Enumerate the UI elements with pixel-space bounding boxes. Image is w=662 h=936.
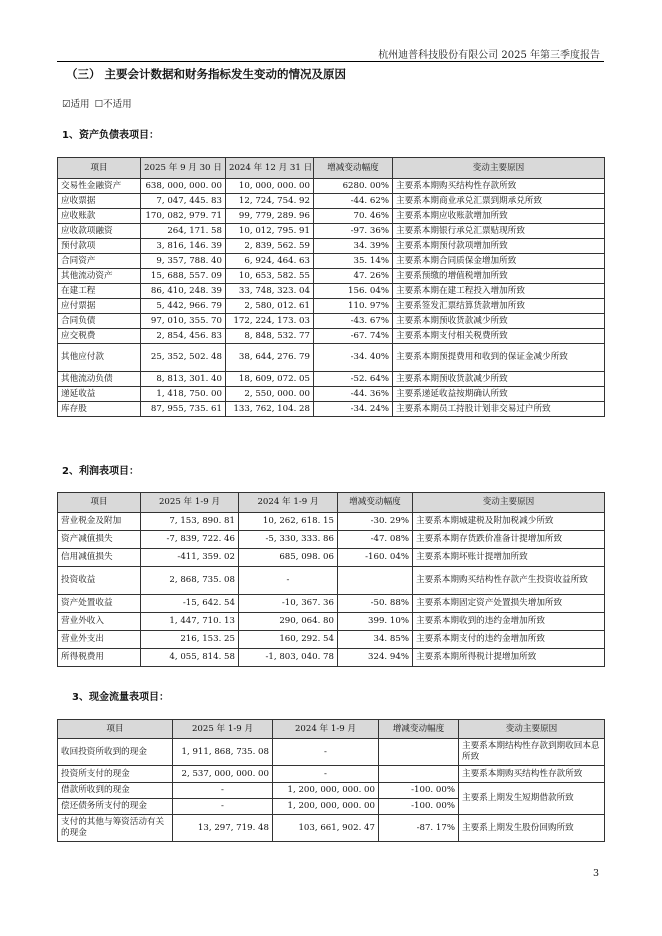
- item-cell: 交易性金融资产: [58, 179, 141, 194]
- item-cell: 递延收益: [58, 387, 141, 402]
- reason-cell: 主要系本期固定资产处置损失增加所致: [413, 595, 605, 613]
- value-cell: 12, 724, 754. 92: [226, 194, 314, 209]
- change-cell: 324. 94%: [338, 649, 413, 667]
- table-row: [58, 783, 605, 799]
- value-cell: 7, 047, 445. 83: [141, 194, 226, 209]
- column-header: 项目: [58, 493, 141, 513]
- item-cell: 资产减值损失: [58, 531, 141, 549]
- value-cell: -411, 359. 02: [141, 549, 239, 567]
- change-cell: 156. 04%: [314, 284, 393, 299]
- table-row: [58, 387, 605, 402]
- table-row: [58, 179, 605, 194]
- item-cell: 在建工程: [58, 284, 141, 299]
- reason-cell: 主要系本期支付相关税费所致: [393, 329, 605, 344]
- income-statement-table: [57, 492, 605, 667]
- change-cell: -47. 08%: [338, 531, 413, 549]
- value-cell: 1, 200, 000, 000. 00: [273, 783, 379, 799]
- change-cell: -100. 00%: [379, 783, 459, 799]
- table-row: [58, 344, 605, 372]
- item-cell: 营业税金及附加: [58, 513, 141, 531]
- reason-cell: 主要系本期所得税计提增加所致: [413, 649, 605, 667]
- table-header-row: [58, 493, 605, 513]
- table-row: [58, 649, 605, 667]
- table-row: [58, 402, 605, 417]
- value-cell: 86, 410, 248. 39: [141, 284, 226, 299]
- value-cell: 2, 550, 000. 00: [226, 387, 314, 402]
- value-cell: 99, 779, 289. 96: [226, 209, 314, 224]
- applicability-options: [62, 96, 134, 110]
- value-cell: -15, 642. 54: [141, 595, 239, 613]
- reason-cell: 主要系本期预收货款减少所致: [393, 372, 605, 387]
- value-cell: 13, 297, 719. 48: [173, 815, 273, 842]
- value-cell: -: [239, 567, 338, 595]
- reason-cell: 主要系本期在建工程投入增加所致: [393, 284, 605, 299]
- value-cell: 10, 653, 582. 55: [226, 269, 314, 284]
- column-header: 2024 年 12 月 31 日: [226, 158, 314, 179]
- change-cell: -30. 29%: [338, 513, 413, 531]
- value-cell: 25, 352, 502. 48: [141, 344, 226, 372]
- table-row: [58, 567, 605, 595]
- reason-cell: 主要系本期应收账款增加所致: [393, 209, 605, 224]
- value-cell: 638, 000, 000. 00: [141, 179, 226, 194]
- table-row: [58, 631, 605, 649]
- table-row: [58, 613, 605, 631]
- item-cell: 应收款项融资: [58, 224, 141, 239]
- value-cell: 2, 854, 456. 83: [141, 329, 226, 344]
- value-cell: 6, 924, 464. 63: [226, 254, 314, 269]
- balance-sheet-title: 1、资产负债表项目：: [62, 130, 159, 141]
- value-cell: 5, 442, 966. 79: [141, 299, 226, 314]
- change-cell: -100. 00%: [379, 799, 459, 815]
- column-header: 2025 年 1-9 月: [173, 720, 273, 739]
- value-cell: -5, 330, 333. 86: [239, 531, 338, 549]
- item-cell: 合同资产: [58, 254, 141, 269]
- item-cell: 其他流动负债: [58, 372, 141, 387]
- reason-cell: 主要系上期发生短期借款所致: [459, 783, 605, 815]
- item-cell: 应收账款: [58, 209, 141, 224]
- reason-cell: 主要系签发汇票结算货款增加所致: [393, 299, 605, 314]
- value-cell: 103, 661, 902. 47: [273, 815, 379, 842]
- value-cell: 172, 224, 173. 03: [226, 314, 314, 329]
- value-cell: -1, 803, 040. 78: [239, 649, 338, 667]
- column-header: 增减变动幅度: [314, 158, 393, 179]
- value-cell: 97, 010, 355. 70: [141, 314, 226, 329]
- change-cell: 47. 26%: [314, 269, 393, 284]
- value-cell: 8, 813, 301. 40: [141, 372, 226, 387]
- value-cell: 1, 447, 710. 13: [141, 613, 239, 631]
- reason-cell: 主要系本期支付的违约金增加所致: [413, 631, 605, 649]
- change-cell: -34. 24%: [314, 402, 393, 417]
- change-cell: -160. 04%: [338, 549, 413, 567]
- reason-cell: 主要系本期购买结构性存款产生投资收益所致: [413, 567, 605, 595]
- value-cell: 7, 153, 890. 81: [141, 513, 239, 531]
- page-number: 3: [593, 868, 600, 879]
- value-cell: 33, 748, 323. 04: [226, 284, 314, 299]
- change-cell: [379, 766, 459, 783]
- column-header: 增减变动幅度: [338, 493, 413, 513]
- cash-flow-title: 3、现金流量表项目：: [72, 692, 169, 703]
- not-applicable-checkbox: ☐不适用: [94, 99, 132, 110]
- reason-cell: 主要系本期坏账计提增加所致: [413, 549, 605, 567]
- value-cell: 2, 580, 012. 61: [226, 299, 314, 314]
- table-row: [58, 239, 605, 254]
- value-cell: 18, 609, 072. 05: [226, 372, 314, 387]
- reason-cell: 主要系本期结构性存款到期收回本息所致: [459, 739, 605, 766]
- item-cell: 应收票据: [58, 194, 141, 209]
- column-header: 变动主要原因: [413, 493, 605, 513]
- value-cell: 1, 200, 000, 000. 00: [273, 799, 379, 815]
- item-cell: 收回投资所收到的现金: [58, 739, 173, 766]
- change-cell: -43. 67%: [314, 314, 393, 329]
- value-cell: 10, 000, 000. 00: [226, 179, 314, 194]
- table-row: [58, 372, 605, 387]
- value-cell: 9, 357, 788. 40: [141, 254, 226, 269]
- table-header-row: [58, 158, 605, 179]
- table-row: [58, 209, 605, 224]
- applicable-checkbox: ☑适用: [62, 99, 90, 110]
- item-cell: 应付票据: [58, 299, 141, 314]
- income-statement-title: 2、利润表项目：: [62, 466, 139, 477]
- value-cell: 216, 153. 25: [141, 631, 239, 649]
- item-cell: 支付的其他与筹资活动有关的现金: [58, 815, 173, 842]
- item-cell: 应交税费: [58, 329, 141, 344]
- table-row: [58, 269, 605, 284]
- column-header: 2025 年 9 月 30 日: [141, 158, 226, 179]
- table-row: [58, 531, 605, 549]
- change-cell: -67. 74%: [314, 329, 393, 344]
- cash-flow-table: [57, 719, 605, 842]
- reason-cell: 主要系本期银行承兑汇票贴现所致: [393, 224, 605, 239]
- change-cell: [379, 739, 459, 766]
- item-cell: 所得税费用: [58, 649, 141, 667]
- change-cell: 35. 14%: [314, 254, 393, 269]
- reason-cell: 主要系递延收益按期确认所致: [393, 387, 605, 402]
- reason-cell: 主要系本期商业承兑汇票到期承兑所致: [393, 194, 605, 209]
- reason-cell: 主要系本期员工持股计划非交易过户所致: [393, 402, 605, 417]
- reason-cell: 主要系本期预付款项增加所致: [393, 239, 605, 254]
- item-cell: 库存股: [58, 402, 141, 417]
- table-row: [58, 766, 605, 783]
- table-row: [58, 513, 605, 531]
- value-cell: -: [273, 739, 379, 766]
- change-cell: 34. 39%: [314, 239, 393, 254]
- reason-cell: 主要系本期存货跌价准备计提增加所致: [413, 531, 605, 549]
- item-cell: 资产处置收益: [58, 595, 141, 613]
- column-header: 项目: [58, 720, 173, 739]
- table-row: [58, 549, 605, 567]
- column-header: 2024 年 1-9 月: [239, 493, 338, 513]
- column-header: 变动主要原因: [459, 720, 605, 739]
- value-cell: 2, 537, 000, 000. 00: [173, 766, 273, 783]
- value-cell: 685, 098. 06: [239, 549, 338, 567]
- reason-cell: 主要系本期预提费用和收到的保证金减少所致: [393, 344, 605, 372]
- table-row: [58, 299, 605, 314]
- reason-cell: 主要系上期发生股份回购所致: [459, 815, 605, 842]
- change-cell: -97. 36%: [314, 224, 393, 239]
- value-cell: 264, 171. 58: [141, 224, 226, 239]
- column-header: 项目: [58, 158, 141, 179]
- value-cell: 290, 064. 80: [239, 613, 338, 631]
- section-title: （三） 主要会计数据和财务指标发生变动的情况及原因: [66, 67, 347, 81]
- item-cell: 偿还债务所支付的现金: [58, 799, 173, 815]
- column-header: 变动主要原因: [393, 158, 605, 179]
- reason-cell: 主要系本期合同质保金增加所致: [393, 254, 605, 269]
- table-row: [58, 595, 605, 613]
- table-row: [58, 284, 605, 299]
- item-cell: 其他应付款: [58, 344, 141, 372]
- table-row: [58, 194, 605, 209]
- column-header: 2025 年 1-9 月: [141, 493, 239, 513]
- item-cell: 其他流动资产: [58, 269, 141, 284]
- value-cell: 160, 292. 54: [239, 631, 338, 649]
- item-cell: 营业外支出: [58, 631, 141, 649]
- change-cell: -44. 36%: [314, 387, 393, 402]
- change-cell: [338, 567, 413, 595]
- value-cell: 1, 911, 868, 735. 08: [173, 739, 273, 766]
- item-cell: 营业外收入: [58, 613, 141, 631]
- value-cell: 133, 762, 104. 28: [226, 402, 314, 417]
- change-cell: 399. 10%: [338, 613, 413, 631]
- reason-cell: 主要系本期购买结构性存款所致: [459, 766, 605, 783]
- change-cell: -87. 17%: [379, 815, 459, 842]
- value-cell: 170, 082, 979. 71: [141, 209, 226, 224]
- report-header: 杭州迪普科技股份有限公司 2025 年第三季度报告: [378, 50, 600, 61]
- value-cell: 1, 418, 750. 00: [141, 387, 226, 402]
- change-cell: 6280. 00%: [314, 179, 393, 194]
- item-cell: 信用减值损失: [58, 549, 141, 567]
- value-cell: 10, 012, 795. 91: [226, 224, 314, 239]
- balance-sheet-table: [57, 157, 605, 417]
- change-cell: 110. 97%: [314, 299, 393, 314]
- header-divider: [57, 61, 604, 62]
- value-cell: -10, 367. 36: [239, 595, 338, 613]
- item-cell: 预付款项: [58, 239, 141, 254]
- table-row: [58, 739, 605, 766]
- column-header: 增减变动幅度: [379, 720, 459, 739]
- change-cell: -50. 88%: [338, 595, 413, 613]
- value-cell: 2, 868, 735. 08: [141, 567, 239, 595]
- value-cell: -7, 839, 722. 46: [141, 531, 239, 549]
- value-cell: 15, 688, 557. 09: [141, 269, 226, 284]
- table-row: [58, 224, 605, 239]
- reason-cell: 主要系本期购买结构性存款所致: [393, 179, 605, 194]
- table-row: [58, 314, 605, 329]
- reason-cell: 主要系本期预收货款减少所致: [393, 314, 605, 329]
- value-cell: 4, 055, 814. 58: [141, 649, 239, 667]
- reason-cell: 主要系预缴的增值税增加所致: [393, 269, 605, 284]
- table-row: [58, 329, 605, 344]
- reason-cell: 主要系本期收到的违约金增加所致: [413, 613, 605, 631]
- change-cell: -52. 64%: [314, 372, 393, 387]
- item-cell: 投资所支付的现金: [58, 766, 173, 783]
- reason-cell: 主要系本期城建税及附加税减少所致: [413, 513, 605, 531]
- value-cell: -: [273, 766, 379, 783]
- change-cell: 34. 85%: [338, 631, 413, 649]
- value-cell: -: [173, 799, 273, 815]
- value-cell: 38, 644, 276. 79: [226, 344, 314, 372]
- table-header-row: [58, 720, 605, 739]
- value-cell: -: [173, 783, 273, 799]
- change-cell: -34. 40%: [314, 344, 393, 372]
- change-cell: 70. 46%: [314, 209, 393, 224]
- item-cell: 投资收益: [58, 567, 141, 595]
- value-cell: 10, 262, 618. 15: [239, 513, 338, 531]
- column-header: 2024 年 1-9 月: [273, 720, 379, 739]
- item-cell: 借款所收到的现金: [58, 783, 173, 799]
- change-cell: -44. 62%: [314, 194, 393, 209]
- item-cell: 合同负债: [58, 314, 141, 329]
- table-row: [58, 254, 605, 269]
- table-row: [58, 815, 605, 842]
- value-cell: 8, 848, 532. 77: [226, 329, 314, 344]
- value-cell: 87, 955, 735. 61: [141, 402, 226, 417]
- value-cell: 3, 816, 146. 39: [141, 239, 226, 254]
- value-cell: 2, 839, 562. 59: [226, 239, 314, 254]
